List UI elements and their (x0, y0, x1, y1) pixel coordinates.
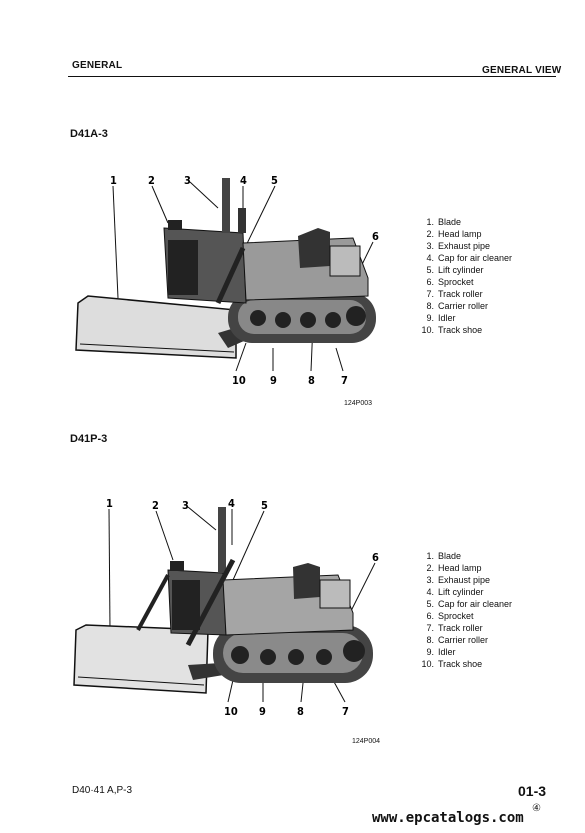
callout-6: 6 (372, 230, 379, 243)
callout-8: 8 (297, 705, 304, 718)
callout-3: 3 (182, 499, 189, 512)
callout-1: 1 (106, 497, 113, 510)
callout-10: 10 (224, 705, 238, 718)
legend-item: 1. Blade (426, 217, 462, 227)
callout-7: 7 (341, 374, 348, 387)
footer-model-range: D40·41 A,P-3 (72, 785, 133, 796)
figure-code-d41p: 124P004 (352, 738, 381, 745)
legend-item: 9. Idler (426, 647, 456, 657)
figure-code-d41a: 124P003 (344, 400, 373, 407)
model-heading-d41p: D41P-3 (70, 433, 108, 445)
callout-4: 4 (228, 497, 235, 510)
callout-1: 1 (110, 174, 117, 187)
header-page-title: GENERAL VIEW (482, 65, 562, 76)
legend-item: 2. Head lamp (426, 229, 482, 239)
legend-list-d41p (420, 550, 512, 670)
legend-list-d41a (420, 216, 512, 336)
bulldozer-figure-d41a (68, 168, 388, 388)
callout-2: 2 (148, 174, 155, 187)
legend-item: 4. Cap for air cleaner (426, 253, 513, 263)
legend-item: 8. Carrier roller (426, 635, 489, 645)
legend-item: 7. Track roller (426, 623, 483, 633)
bulldozer-body-d41p (74, 507, 373, 693)
callout-5: 5 (261, 499, 268, 512)
bulldozer-figure-d41p (68, 495, 388, 720)
legend-item: 4. Lift cylinder (426, 587, 484, 597)
legend-item: 8. Carrier roller (426, 301, 489, 311)
legend-item: 6. Sprocket (426, 277, 474, 287)
callout-3: 3 (184, 174, 191, 187)
legend-item: 6. Sprocket (426, 611, 474, 621)
legend-item: 3. Exhaust pipe (426, 575, 491, 585)
legend-item: 5. Lift cylinder (426, 265, 484, 275)
callout-8: 8 (308, 374, 315, 387)
bulldozer-illustration-d41a (68, 168, 388, 388)
callout-7: 7 (342, 705, 349, 718)
callout-9: 9 (270, 374, 277, 387)
callout-6: 6 (372, 551, 379, 564)
footer-revision-mark: ④ (532, 803, 541, 814)
bulldozer-illustration-d41p (68, 495, 388, 720)
legend-item: 10. Track shoe (421, 325, 483, 335)
callout-9: 9 (259, 705, 266, 718)
footer-page-number: 01-3 (518, 783, 547, 799)
header-section-title: GENERAL (72, 60, 123, 71)
legend-item: 7. Track roller (426, 289, 483, 299)
bulldozer-body-d41a (76, 178, 376, 358)
legend-item: 10. Track shoe (421, 659, 483, 669)
legend-item: 9. Idler (426, 313, 456, 323)
callout-5: 5 (271, 174, 278, 187)
legend-item: 5. Cap for air cleaner (426, 599, 513, 609)
footer-website[interactable]: www.epcatalogs.com (372, 810, 524, 826)
callout-4: 4 (240, 174, 247, 187)
callout-10: 10 (232, 374, 246, 387)
model-heading-d41a: D41A-3 (70, 128, 108, 140)
legend-item: 2. Head lamp (426, 563, 482, 573)
legend-item: 1. Blade (426, 551, 462, 561)
legend-item: 3. Exhaust pipe (426, 241, 491, 251)
header-rule (68, 76, 556, 77)
callout-2: 2 (152, 499, 159, 512)
